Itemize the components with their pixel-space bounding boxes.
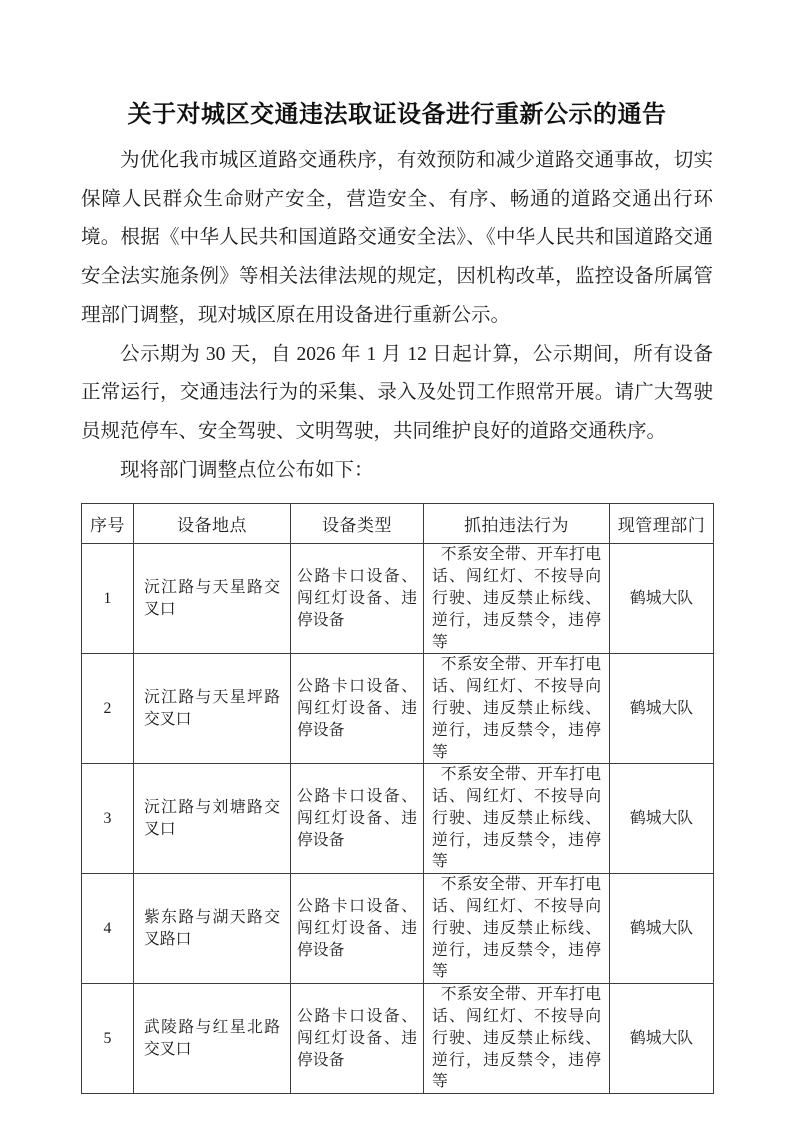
paragraph-publicity-period: 公示期为 30 天，自 2026 年 1 月 12 日起计算，公示期间，所有设备正常运行，交通违法行为的采集、录入及处罚工作照常开展。请广大驾驶员规范停车、安全驾驶、文明驾驶，共同维护良好的道路交通秩序。: [81, 343, 713, 442]
cell-managing-department: 鹤城大队: [610, 984, 714, 1094]
cell-serial-number: 3: [82, 764, 134, 874]
table-row: [82, 544, 714, 654]
cell-managing-department: 鹤城大队: [610, 544, 714, 654]
table-header-row: [82, 504, 714, 544]
cell-serial-number: 2: [82, 654, 134, 764]
document-title: 关于对城区交通违法取证设备进行重新公示的通告: [127, 102, 667, 128]
header-device-type: 设备类型: [291, 504, 424, 544]
header-device-location: 设备地点: [134, 504, 291, 544]
cell-serial-number: 1: [82, 544, 134, 654]
paragraph-intro: 为优化我市城区道路交通秩序，有效预防和减少道路交通事故，切实保障人民群众生命财产安全，营造安全、有序、畅通的道路交通出行环境。根据《中华人民共和国道路交通安全法》、《中华人民共和国道路交通安全法实施条例》等相关法律法规的规定，因机构改革，监控设备所属管理部门调整，现对城区原在用设备进行重新公示。: [81, 150, 713, 326]
table-row: [82, 764, 714, 874]
cell-device-location: 沅江路与天星坪路交叉口: [134, 654, 291, 764]
table-row: [82, 984, 714, 1094]
header-managing-department: 现管理部门: [610, 504, 714, 544]
cell-device-location: 紫东路与湖天路交叉路口: [134, 874, 291, 984]
cell-device-type: 公路卡口设备、闯红灯设备、违停设备: [291, 654, 424, 764]
cell-serial-number: 4: [82, 874, 134, 984]
cell-captured-violations: 不系安全带、开车打电话、闯红灯、不按导向行驶、违反禁止标线、逆行，违反禁令，违停等: [424, 874, 610, 984]
device-points-table: [81, 503, 714, 1094]
cell-device-location: 沅江路与刘塘路交叉口: [134, 764, 291, 874]
header-captured-violations: 抓拍违法行为: [424, 504, 610, 544]
cell-captured-violations: 不系安全带、开车打电话、闯红灯、不按导向行驶、违反禁止标线、逆行，违反禁令，违停等: [424, 544, 610, 654]
cell-device-type: 公路卡口设备、闯红灯设备、违停设备: [291, 874, 424, 984]
cell-device-location: 沅江路与天星路交叉口: [134, 544, 291, 654]
cell-managing-department: 鹤城大队: [610, 764, 714, 874]
cell-managing-department: 鹤城大队: [610, 874, 714, 984]
cell-serial-number: 5: [82, 984, 134, 1094]
cell-captured-violations: 不系安全带、开车打电话、闯红灯、不按导向行驶、违反禁止标线、逆行，违反禁令，违停等: [424, 764, 610, 874]
cell-device-type: 公路卡口设备、闯红灯设备、违停设备: [291, 544, 424, 654]
table-row: [82, 874, 714, 984]
cell-device-type: 公路卡口设备、闯红灯设备、违停设备: [291, 764, 424, 874]
table-row: [82, 654, 714, 764]
cell-managing-department: 鹤城大队: [610, 654, 714, 764]
cell-device-type: 公路卡口设备、闯红灯设备、违停设备: [291, 984, 424, 1094]
paragraph-table-lead-in: 现将部门调整点位公布如下：: [120, 459, 374, 481]
cell-captured-violations: 不系安全带、开车打电话、闯红灯、不按导向行驶、违反禁止标线、逆行，违反禁令，违停等: [424, 984, 610, 1094]
header-serial-number: 序号: [82, 504, 134, 544]
cell-device-location: 武陵路与红星北路交叉口: [134, 984, 291, 1094]
cell-captured-violations: 不系安全带、开车打电话、闯红灯、不按导向行驶、违反禁止标线、逆行，违反禁令，违停等: [424, 654, 610, 764]
